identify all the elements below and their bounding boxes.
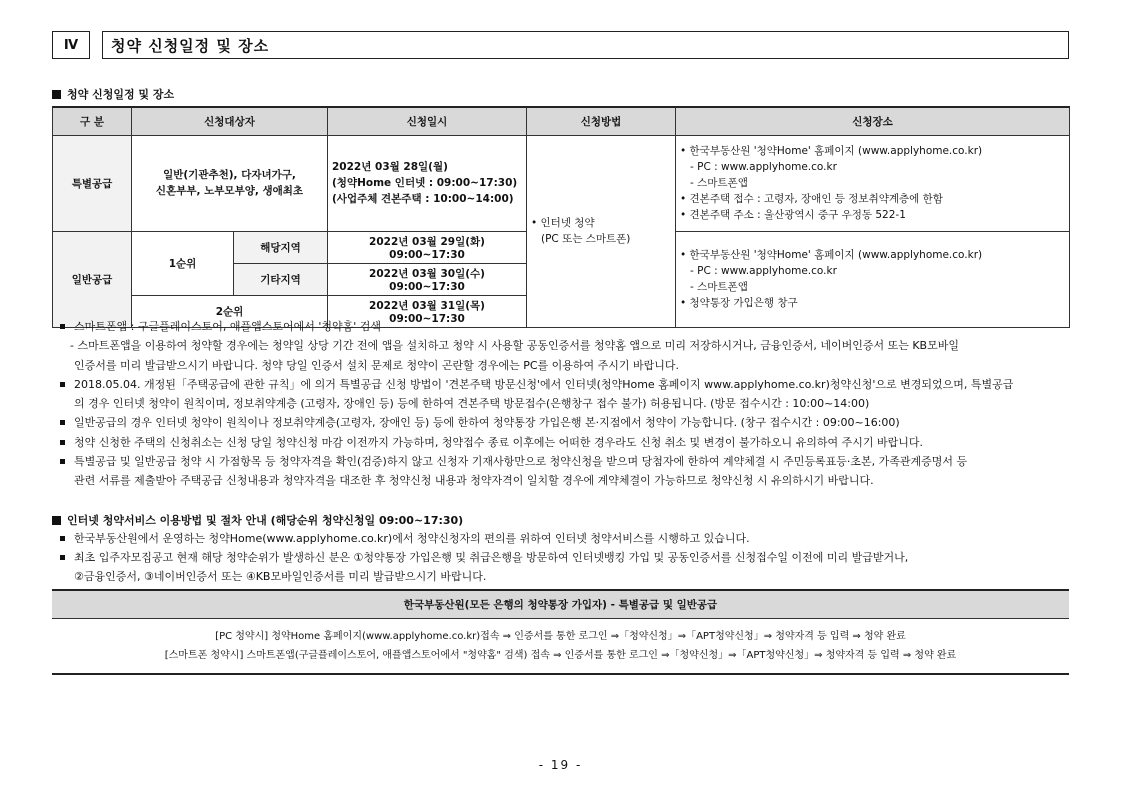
note-item: 인증서를 미리 발급받으시기 바랍니다. 청약 당일 인증서 설치 문제로 청약이 곤란할 경우에는 PC를 이용하여 주시기 바랍니다. bbox=[74, 358, 680, 372]
section-header bbox=[52, 31, 1069, 59]
note-item: ②금융인증서, ③네이버인증서 또는 ④KB모바일인증서를 미리 발급받으시기 바랍니다. bbox=[74, 570, 487, 583]
header-place: 신청장소 bbox=[676, 107, 1070, 135]
section-number: Ⅳ bbox=[52, 31, 90, 59]
mobile-steps: [스마트폰 청약시] 스마트폰앱(구글플레이스토어, 애플앱스토어에서 "청약홈" 검색) 접속 ⇒ 인증서를 통한 로그인 ⇒「청약신청」⇒「APT청약신청」⇒ 청약자격 등 입력 ⇒ 청약 완료 bbox=[164, 650, 957, 661]
note-item: 특별공급 및 일반공급 청약 시 가점항목 등 청약자격을 확인(검증)하지 않고 신청자 기재사항만으로 청약신청을 받으며 당첨자에 한하여 계약체결 시 주민등록표등·초본, 가족관계증명서 등 bbox=[58, 452, 1073, 471]
note-item: 청약 신청한 주택의 신청취소는 신청 당일 청약신청 마감 이전까지 가능하며, 청약접수 종료 이후에는 어떠한 경우라도 신청 취소 및 변경이 불가하오니 유의하여 주시기 바랍니다. bbox=[58, 433, 1073, 452]
header-datetime: 신청일시 bbox=[328, 107, 527, 135]
rank1-local-label: 해당지역 bbox=[234, 231, 328, 263]
rank2-label: 2순위 bbox=[132, 295, 328, 327]
special-datetime: 2022년 03월 28일(월) (청약Home 인터넷 : 09:00~17:30) (사업주체 견본주택 : 10:00~14:00) bbox=[328, 135, 527, 231]
general-place: • 한국부동산원 '청약Home' 홈페이지 (www.applyhome.co.kr) - PC : www.applyhome.co.kr - 스마트폰앱 • 청약통장 가입은행 창구 bbox=[676, 231, 1070, 327]
section-title: 청약 신청일정 및 장소 bbox=[102, 31, 1069, 59]
application-method: • 인터넷 청약 (PC 또는 스마트폰) bbox=[527, 135, 676, 327]
subheading-schedule: 청약 신청일정 및 장소 bbox=[52, 86, 174, 102]
special-target: 일반(기관추천), 다자녀가구, 신혼부부, 노부모부양, 생애최초 bbox=[132, 135, 328, 231]
header-target: 신청대상자 bbox=[132, 107, 328, 135]
header-method: 신청방법 bbox=[527, 107, 676, 135]
note-item: 한국부동산원에서 운영하는 청약Home(www.applyhome.co.kr)에서 청약신청자의 편의를 위하여 인터넷 청약서비스를 시행하고 있습니다. bbox=[58, 529, 1073, 548]
special-supply-label: 특별공급 bbox=[53, 135, 132, 231]
divider bbox=[52, 673, 1069, 675]
note-item: 2018.05.04. 개정된「주택공급에 관한 규칙」에 의거 특별공급 신청 방법이 '견본주택 방문신청'에서 인터넷(청약Home 홈페이지 www.applyhome.co.kr)청약신청'으로 변경되었으며, 특별공급 bbox=[58, 375, 1073, 394]
rank1-label: 1순위 bbox=[132, 231, 234, 295]
general-supply-label: 일반공급 bbox=[53, 231, 132, 327]
procedure-steps bbox=[52, 627, 1069, 665]
rank2-date: 2022년 03월 31일(목) 09:00~17:30 bbox=[328, 295, 527, 327]
page-number: - 19 - bbox=[538, 758, 583, 772]
note-item: 최초 입주자모집공고 현재 해당 청약순위가 발생하신 분은 ①청약통장 가입은행 및 취급은행을 방문하여 인터넷뱅킹 가입 및 공동인증서를 신청접수일 이전에 미리 발급받거나, bbox=[58, 548, 1073, 567]
table-row-special bbox=[53, 135, 1070, 231]
pc-steps: [PC 청약시] 청약Home 홈페이지(www.applyhome.co.kr)접속 ⇒ 인증서를 통한 로그인 ⇒「청약신청」⇒「APT청약신청」⇒ 청약자격 등 입력 ⇒ 청약 완료 bbox=[215, 631, 906, 642]
rank1-other-date: 2022년 03월 30일(수) 09:00~17:30 bbox=[328, 263, 527, 295]
square-bullet-icon bbox=[52, 90, 61, 99]
header-category: 구 분 bbox=[53, 107, 132, 135]
special-place: • 한국부동산원 '청약Home' 홈페이지 (www.applyhome.co.kr) - PC : www.applyhome.co.kr - 스마트폰앱 • 견본주택 접수 : 고령자, 장애인 등 정보취약계층에 한함 • 견본주택 주소 : 울산광역시 중구 우정동 522-1 bbox=[676, 135, 1070, 231]
rank1-local-date: 2022년 03월 29일(화) 09:00~17:30 bbox=[328, 231, 527, 263]
table-header-row bbox=[53, 107, 1070, 135]
square-bullet-icon bbox=[52, 516, 61, 525]
note-item: 일반공급의 경우 인터넷 청약이 원칙이나 정보취약계층(고령자, 장애인 등) 등에 한하여 청약통장 가입은행 본·지점에서 청약이 가능합니다. (창구 접수시간 : 09:00~16:00) bbox=[58, 413, 1073, 432]
subheading-internet: 인터넷 청약서비스 이용방법 및 절차 안내 (해당순위 청약신청일 09:00~17:30) bbox=[52, 512, 463, 528]
note-item: 스마트폰앱 : 구글플레이스토어, 애플앱스토어에서 '청약홈' 검색 bbox=[58, 317, 1073, 336]
note-item: 의 경우 인터넷 청약이 원칙이며, 정보취약계층 (고령자, 장애인 등) 등에 한하여 견본주택 방문접수(은행창구 접수 불가) 허용됩니다. (방문 접수시간 : 10:00~14:00) bbox=[74, 397, 870, 411]
note-item: 관련 서류를 제출받아 주택공급 신청내용과 청약자격을 대조한 후 청약신청 내용과 청약자격이 일치할 경우에 계약체결이 가능하므로 청약신청 시 유의하시기 바랍니다. bbox=[74, 474, 874, 488]
notes-list bbox=[58, 317, 1073, 491]
schedule-table bbox=[52, 106, 1070, 328]
note-item: - 스마트폰앱을 이용하여 청약할 경우에는 청약일 상당 기간 전에 앱을 설치하고 청약 시 사용할 공동인증서를 청약홈 앱으로 미리 저장하시거나, 금융인증서, 네이버인증서 또는 KB모바일 bbox=[70, 339, 959, 353]
internet-notes bbox=[58, 529, 1073, 586]
rank1-other-label: 기타지역 bbox=[234, 263, 328, 295]
procedure-banner: 한국부동산원(모든 은행의 청약통장 가입자) - 특별공급 및 일반공급 bbox=[52, 589, 1069, 619]
